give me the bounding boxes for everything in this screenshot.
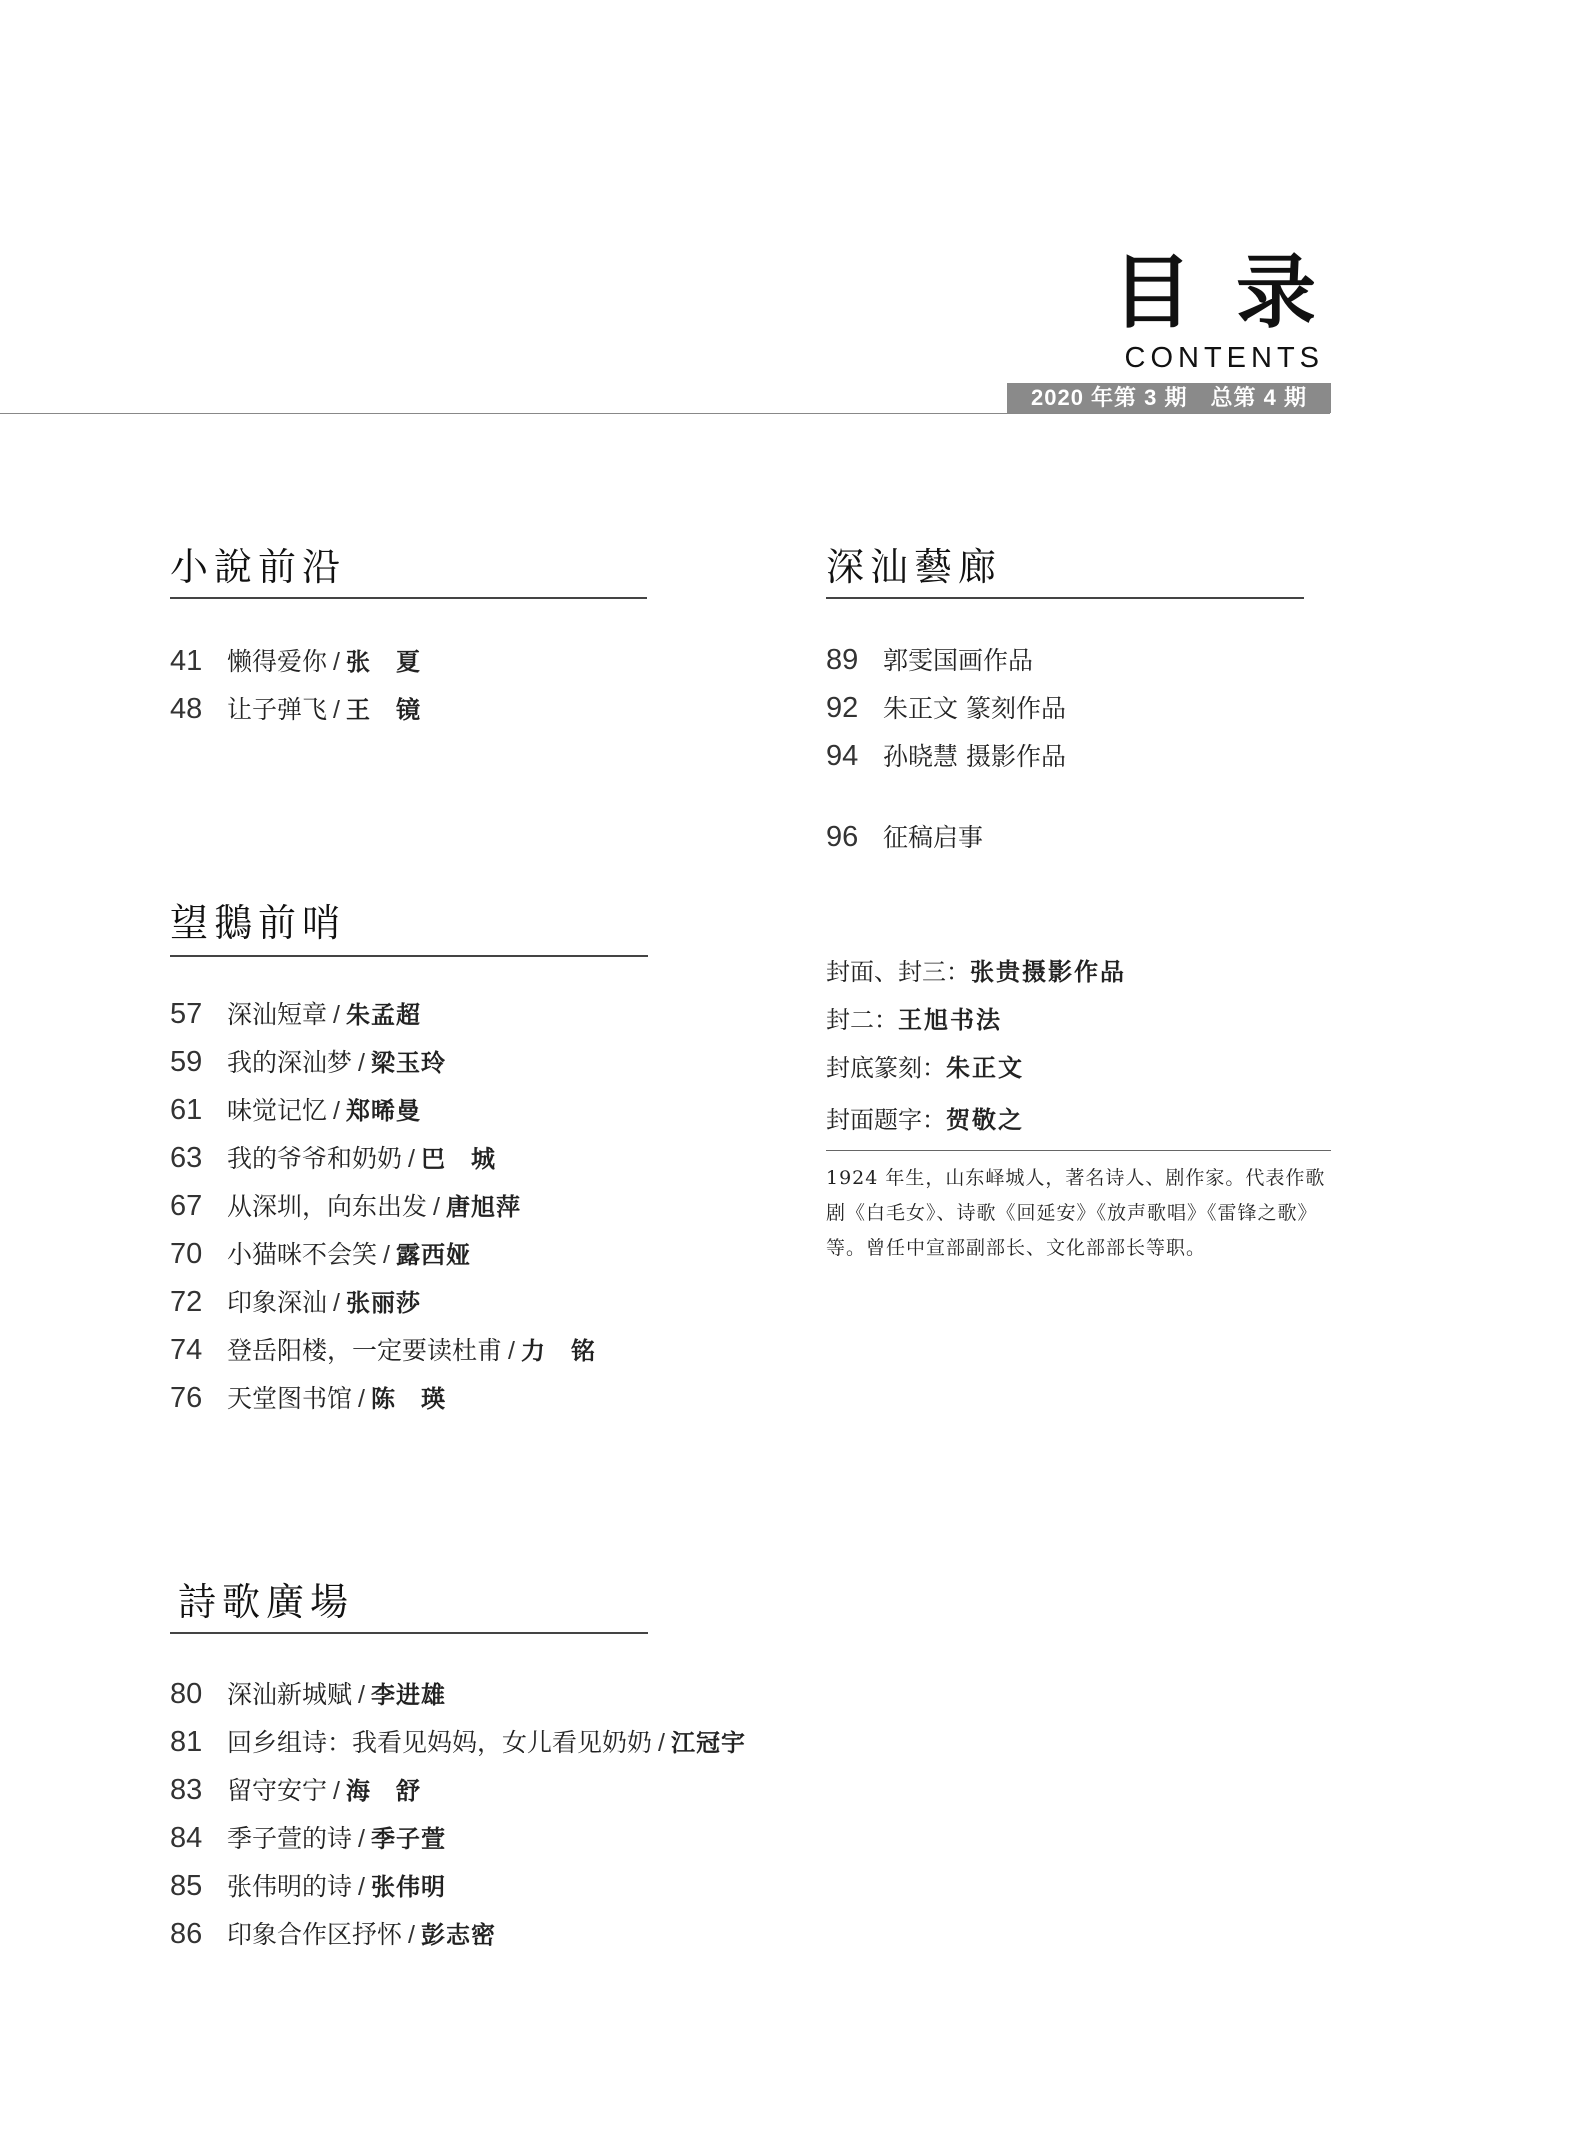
entry-author: 露西娅 xyxy=(395,1240,471,1269)
toc-entry[interactable] xyxy=(826,813,983,861)
page-subtitle: CONTENTS xyxy=(1124,342,1324,374)
entry-author: 李进雄 xyxy=(370,1680,446,1709)
entry-page: 76 xyxy=(170,1382,203,1414)
entry-page: 48 xyxy=(170,693,203,725)
toc-entry[interactable] xyxy=(170,1230,471,1278)
toc-entry[interactable] xyxy=(170,1182,521,1230)
toc-entry[interactable] xyxy=(826,684,1066,732)
entry-page: 41 xyxy=(170,645,203,677)
entry-author: 张伟明 xyxy=(370,1872,446,1901)
credit-back-seal xyxy=(826,1044,1024,1092)
entry-title: 从深圳，向东出发 xyxy=(227,1192,428,1221)
credit-label: 封二： xyxy=(826,1006,898,1034)
entry-title: 深汕短章 xyxy=(227,1000,328,1029)
entry-title: 深汕新城赋 xyxy=(227,1680,353,1709)
section-title-poetry: 詩歌廣場 xyxy=(178,1580,355,1624)
entry-page: 67 xyxy=(170,1190,203,1222)
toc-entry[interactable] xyxy=(826,732,1066,780)
entry-separator: / xyxy=(383,1241,390,1269)
entry-separator: / xyxy=(333,1097,340,1125)
credit-label: 封面题字： xyxy=(826,1106,946,1134)
entry-title: 懒得爱你 xyxy=(227,647,328,676)
page-title: 目 录 xyxy=(1112,245,1324,339)
credit-value: 贺敬之 xyxy=(946,1105,1024,1134)
entry-author: 江冠宇 xyxy=(670,1728,746,1757)
section-rule xyxy=(826,597,1304,599)
entry-separator: / xyxy=(433,1193,440,1221)
issue-label: 2020 年第 3 期 总第 4 期 xyxy=(1007,383,1331,413)
section-rule xyxy=(170,1632,648,1634)
toc-entry[interactable] xyxy=(170,1814,446,1862)
entry-title: 征稿启事 xyxy=(883,823,984,852)
entry-page: 89 xyxy=(826,644,859,676)
section-rule xyxy=(170,597,647,599)
entry-page: 92 xyxy=(826,692,859,724)
entry-page: 70 xyxy=(170,1238,203,1270)
entry-page: 61 xyxy=(170,1094,203,1126)
toc-entry[interactable] xyxy=(170,685,421,733)
entry-author: 朱孟超 xyxy=(345,1000,421,1029)
calligrapher-bio: 1924 年生，山东峄城人，著名诗人、剧作家。代表作歌剧《白毛女》、诗歌《回延安》《放声歌唱》《雷锋之歌》等。曾任中宣部副部长、文化部部长等职。 xyxy=(826,1167,1326,1259)
entry-title: 登岳阳楼，一定要读杜甫 xyxy=(227,1336,503,1365)
entry-page: 74 xyxy=(170,1334,203,1366)
entry-page: 83 xyxy=(170,1774,203,1806)
toc-entry[interactable] xyxy=(170,1134,496,1182)
entry-author: 陈 瑛 xyxy=(370,1384,446,1413)
entry-page: 85 xyxy=(170,1870,203,1902)
entry-separator: / xyxy=(358,1385,365,1413)
entry-separator: / xyxy=(358,1873,365,1901)
entry-author: 唐旭萍 xyxy=(445,1192,521,1221)
entry-separator: / xyxy=(333,648,340,676)
credit-cover-two xyxy=(826,996,1002,1044)
toc-entry[interactable] xyxy=(170,1374,446,1422)
entry-page: 96 xyxy=(826,821,859,853)
entry-separator: / xyxy=(333,1289,340,1317)
entry-title: 郭雯国画作品 xyxy=(883,646,1034,675)
entry-page: 81 xyxy=(170,1726,203,1758)
credit-rule xyxy=(826,1150,1331,1151)
credit-label: 封底篆刻： xyxy=(826,1054,946,1082)
entry-page: 63 xyxy=(170,1142,203,1174)
entry-author: 王 镜 xyxy=(345,695,421,724)
toc-entry[interactable] xyxy=(170,637,421,685)
entry-title: 让子弹飞 xyxy=(227,695,328,724)
entry-author: 张 夏 xyxy=(345,647,421,676)
credit-value: 张贵摄影作品 xyxy=(970,957,1126,986)
toc-entry[interactable] xyxy=(170,1862,446,1910)
credit-label: 封面、封三： xyxy=(826,958,970,986)
entry-page: 84 xyxy=(170,1822,203,1854)
entry-page: 86 xyxy=(170,1918,203,1950)
entry-page: 59 xyxy=(170,1046,203,1078)
credit-value: 王旭书法 xyxy=(898,1005,1002,1034)
entry-title: 我的爷爷和奶奶 xyxy=(227,1144,403,1173)
toc-entry[interactable] xyxy=(170,1278,421,1326)
entry-author: 郑晞曼 xyxy=(345,1096,421,1125)
entry-title: 朱正文 篆刻作品 xyxy=(883,694,1066,723)
credit-cover xyxy=(826,948,1126,996)
toc-entry[interactable] xyxy=(170,1766,421,1814)
entry-title: 季子萱的诗 xyxy=(227,1824,353,1853)
credit-value: 朱正文 xyxy=(946,1053,1024,1082)
entry-separator: / xyxy=(333,1777,340,1805)
entry-author: 梁玉玲 xyxy=(370,1048,446,1077)
entry-separator: / xyxy=(333,1001,340,1029)
toc-entry[interactable] xyxy=(826,636,1033,684)
entry-separator: / xyxy=(358,1825,365,1853)
entry-title: 天堂图书馆 xyxy=(227,1384,353,1413)
entry-author: 张丽莎 xyxy=(345,1288,421,1317)
entry-title: 印象深汕 xyxy=(227,1288,328,1317)
entry-title: 张伟明的诗 xyxy=(227,1872,353,1901)
entry-separator: / xyxy=(508,1337,515,1365)
entry-title: 小猫咪不会笑 xyxy=(227,1240,378,1269)
entry-title: 味觉记忆 xyxy=(227,1096,328,1125)
entry-separator: / xyxy=(408,1921,415,1949)
entry-author: 巴 城 xyxy=(420,1144,496,1173)
section-title-fiction: 小說前沿 xyxy=(170,545,347,589)
entry-author: 彭志密 xyxy=(420,1920,496,1949)
toc-entry[interactable] xyxy=(170,1086,421,1134)
toc-entry[interactable] xyxy=(170,1038,446,1086)
toc-entry[interactable] xyxy=(170,1718,746,1766)
section-rule xyxy=(170,955,648,957)
entry-author: 季子萱 xyxy=(370,1824,446,1853)
entry-page: 72 xyxy=(170,1286,203,1318)
entry-separator: / xyxy=(333,696,340,724)
entry-page: 80 xyxy=(170,1678,203,1710)
entry-title: 留守安宁 xyxy=(227,1776,328,1805)
entry-page: 94 xyxy=(826,740,859,772)
entry-author: 力 铭 xyxy=(520,1336,596,1365)
section-title-outpost: 望鵝前哨 xyxy=(170,901,347,945)
entry-separator: / xyxy=(658,1729,665,1757)
entry-separator: / xyxy=(358,1049,365,1077)
credit-cover-calligraphy xyxy=(826,1096,1024,1144)
entry-author: 海 舒 xyxy=(345,1776,421,1805)
entry-title: 回乡组诗：我看见妈妈，女儿看见奶奶 xyxy=(227,1728,653,1757)
entry-page: 57 xyxy=(170,998,203,1030)
entry-separator: / xyxy=(358,1681,365,1709)
toc-entry[interactable] xyxy=(170,1670,446,1718)
header-rule xyxy=(0,413,1330,414)
toc-entry[interactable] xyxy=(170,990,421,1038)
toc-entry[interactable] xyxy=(170,1910,496,1958)
section-title-gallery: 深汕藝廊 xyxy=(826,545,1003,589)
entry-separator: / xyxy=(408,1145,415,1173)
entry-title: 孙晓慧 摄影作品 xyxy=(883,742,1066,771)
toc-entry[interactable] xyxy=(170,1326,596,1374)
entry-title: 印象合作区抒怀 xyxy=(227,1920,403,1949)
entry-title: 我的深汕梦 xyxy=(227,1048,353,1077)
